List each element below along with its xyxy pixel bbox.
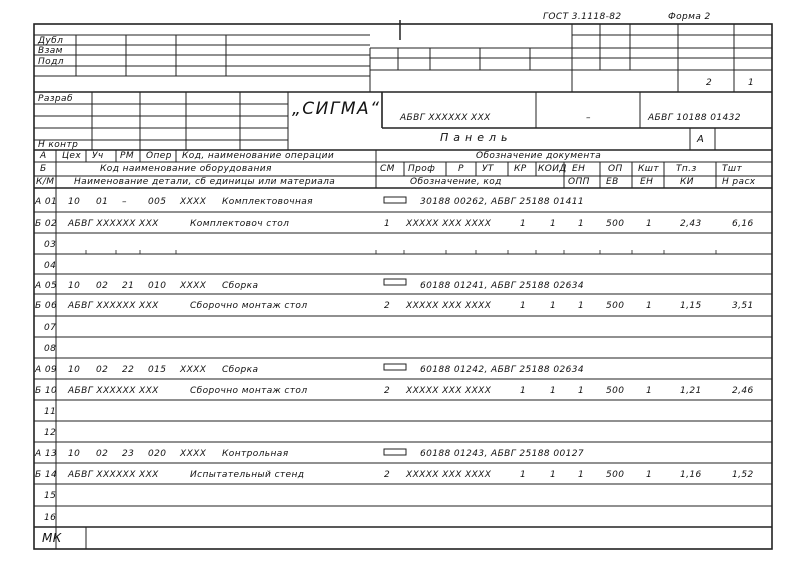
header-b-1: Код наименование оборудования: [100, 164, 272, 174]
title-dash: –: [586, 113, 591, 123]
razrab-label: Разраб: [38, 94, 73, 104]
operation-cell: 10: [68, 197, 81, 207]
operation-cell: 010: [148, 281, 167, 291]
operation-cell: 02: [96, 365, 109, 375]
podl-label: Подл: [38, 57, 64, 67]
row-number: 16: [44, 513, 57, 523]
equipment-code: АБВГ XXXXXX XXX: [68, 470, 159, 480]
operation-cell: 10: [68, 365, 81, 375]
row-value: XXXXX XXX XXXX: [406, 470, 492, 480]
header-a-1: Цех: [62, 151, 82, 161]
header-b-8: ЕН: [572, 164, 586, 174]
row-value: 1,15: [680, 301, 702, 311]
header-b-7: КОИД: [538, 164, 567, 174]
equipment-code: АБВГ XXXXXX XXX: [68, 301, 159, 311]
header-a-3: РМ: [120, 151, 134, 161]
header-b-3: Проф: [408, 164, 436, 174]
operation-cell: XXXX: [180, 365, 207, 375]
row-value: 500: [606, 386, 625, 396]
operation-cell: Комплектовочная: [222, 197, 313, 207]
operation-cell: 005: [148, 197, 167, 207]
equipment-name: Сборочно монтаж стол: [190, 301, 308, 311]
equipment-code: АБВГ XXXXXX XXX: [68, 386, 159, 396]
header-a-0: А: [40, 151, 47, 161]
row-value: 1: [520, 386, 527, 396]
header-b-11: Тп.з: [676, 164, 697, 174]
operation-cell: 10: [68, 449, 81, 459]
row-value: 1,52: [732, 470, 754, 480]
document-code: АБВГ XXXXXX XXX: [400, 113, 491, 123]
form-label: Форма 2: [668, 12, 711, 22]
operation-cell: Сборка: [222, 281, 259, 291]
row-value: 2: [384, 301, 391, 311]
row-value: 1: [520, 301, 527, 311]
operation-cell: Контрольная: [222, 449, 289, 459]
row-number: Б 10: [35, 386, 58, 396]
row-number: Б 14: [35, 470, 58, 480]
row-value: 1: [578, 386, 585, 396]
row-value: 2: [384, 386, 391, 396]
row-value: 1: [646, 386, 653, 396]
vzam-label: Взам: [38, 46, 63, 56]
row-number: 12: [44, 428, 57, 438]
header-b-9: ОП: [608, 164, 623, 174]
row-value: 6,16: [732, 219, 754, 229]
row-number: 03: [44, 240, 57, 250]
document-designation: 60188 01241, АБВГ 25188 02634: [420, 281, 584, 291]
header-km-6: КИ: [680, 177, 694, 187]
sheets-total: 1: [748, 78, 755, 88]
equipment-name: Сборочно монтаж стол: [190, 386, 308, 396]
header-a-6: Обозначение документа: [476, 151, 602, 161]
row-value: 1: [578, 301, 585, 311]
row-value: 500: [606, 219, 625, 229]
header-km-4: ЕВ: [606, 177, 619, 187]
operation-cell: 01: [96, 197, 109, 207]
gost-label: ГОСТ 3.1118-82: [543, 12, 622, 22]
header-b-4: Р: [458, 164, 464, 174]
row-value: XXXXX XXX XXXX: [406, 386, 492, 396]
row-number: Б 02: [35, 219, 58, 229]
operation-cell: XXXX: [180, 197, 207, 207]
header-a-2: Уч: [92, 151, 104, 161]
company-name: „СИГМА“: [292, 99, 381, 119]
row-value: 1,21: [680, 386, 702, 396]
row-number: 08: [44, 344, 57, 354]
row-value: 1: [646, 301, 653, 311]
row-value: 1: [550, 219, 557, 229]
row-value: XXXXX XXX XXXX: [406, 219, 492, 229]
operation-cell: 020: [148, 449, 167, 459]
row-number: Б 06: [35, 301, 58, 311]
row-value: 1: [520, 470, 527, 480]
header-b-6: КР: [514, 164, 527, 174]
row-number: 11: [44, 407, 57, 417]
row-number: А 05: [35, 281, 58, 291]
equipment-name: Комплектовоч стол: [190, 219, 290, 229]
header-b-10: Кшт: [638, 164, 660, 174]
letter: А: [697, 134, 705, 145]
header-b-5: УТ: [482, 164, 494, 174]
header-b-0: Б: [40, 164, 47, 174]
header-b-12: Тшт: [722, 164, 743, 174]
row-value: 2,46: [732, 386, 754, 396]
row-value: 2,43: [680, 219, 702, 229]
operation-cell: 02: [96, 281, 109, 291]
row-value: 1: [578, 470, 585, 480]
row-value: 1: [646, 219, 653, 229]
header-km-7: Н расх: [722, 177, 756, 187]
row-number: А 09: [35, 365, 58, 375]
header-km-2: Обозначение, код: [410, 177, 502, 187]
document-designation: 60188 01243, АБВГ 25188 00127: [420, 449, 584, 459]
header-km-3: ОПП: [568, 177, 590, 187]
row-number: А 01: [35, 197, 58, 207]
row-number: 04: [44, 261, 57, 271]
operation-cell: –: [122, 197, 127, 207]
operation-cell: 10: [68, 281, 81, 291]
row-value: 1: [550, 301, 557, 311]
header-km-0: К/М: [36, 177, 55, 187]
equipment-code: АБВГ XXXXXX XXX: [68, 219, 159, 229]
dubl-label: Дубл: [38, 36, 64, 46]
operation-cell: XXXX: [180, 281, 207, 291]
row-number: А 13: [35, 449, 58, 459]
row-number: 07: [44, 323, 57, 333]
header-km-5: ЕН: [640, 177, 654, 187]
row-value: 1: [550, 386, 557, 396]
row-value: XXXXX XXX XXXX: [406, 301, 492, 311]
header-a-4: Опер: [146, 151, 172, 161]
header-km-1: Наименование детали, сб единицы или материала: [74, 177, 336, 187]
operation-cell: 21: [122, 281, 135, 291]
row-number: 15: [44, 491, 57, 501]
row-value: 1: [550, 470, 557, 480]
row-value: 1: [646, 470, 653, 480]
operation-cell: 015: [148, 365, 167, 375]
row-value: 1: [578, 219, 585, 229]
equipment-name: Испытательный стенд: [190, 470, 305, 480]
row-value: 500: [606, 470, 625, 480]
operation-cell: Сборка: [222, 365, 259, 375]
document-designation: 30188 00262, АБВГ 25188 01411: [420, 197, 584, 207]
row-value: 1: [384, 219, 391, 229]
operation-cell: 22: [122, 365, 135, 375]
row-value: 500: [606, 301, 625, 311]
footer-code: МК: [42, 531, 62, 545]
product-name: Панель: [440, 131, 513, 144]
row-value: 1: [520, 219, 527, 229]
n-kontr-label: Н контр: [38, 140, 79, 150]
document-number: АБВГ 10188 01432: [648, 113, 741, 123]
operation-cell: 02: [96, 449, 109, 459]
sheet-number: 2: [706, 78, 713, 88]
row-value: 1,16: [680, 470, 702, 480]
header-b-2: СМ: [380, 164, 395, 174]
row-value: 3,51: [732, 301, 754, 311]
header-a-5: Код, наименование операции: [182, 151, 335, 161]
operation-cell: XXXX: [180, 449, 207, 459]
document-designation: 60188 01242, АБВГ 25188 02634: [420, 365, 584, 375]
row-value: 2: [384, 470, 391, 480]
operation-cell: 23: [122, 449, 135, 459]
